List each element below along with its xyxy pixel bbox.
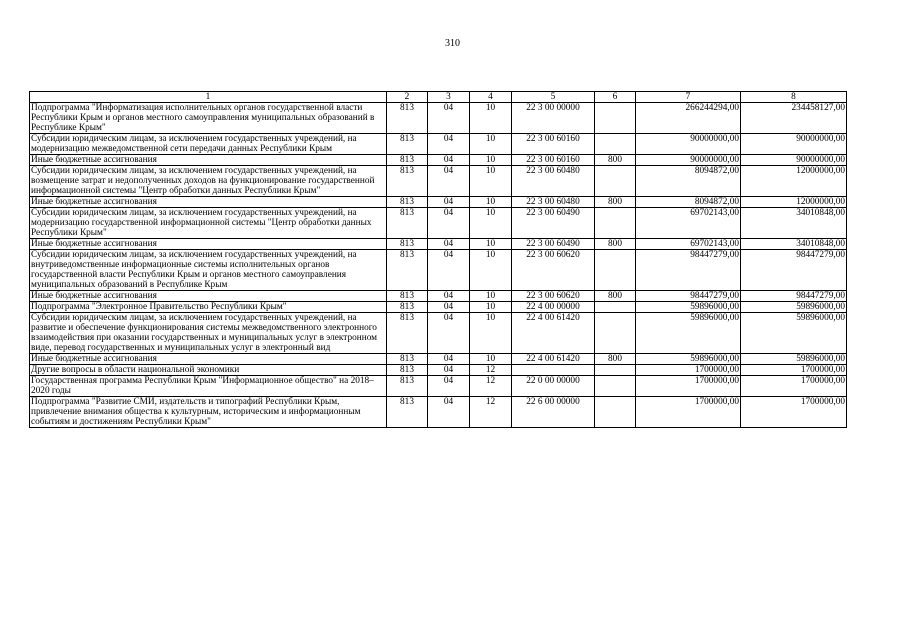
amount-cell: 8094872,00 (636, 166, 741, 197)
row-name-cell: Государственная программа Республики Крым "Информационное общество" на 2018–2020 годы (30, 376, 387, 397)
ministry-code-cell: 813 (387, 313, 428, 354)
amount-cell: 34010848,00 (741, 239, 847, 250)
ministry-code-cell: 813 (387, 397, 428, 428)
target-article-cell: 22 3 00 60160 (512, 134, 595, 155)
subsection-code-cell: 12 (470, 397, 512, 428)
subsection-code-cell: 12 (470, 365, 512, 376)
section-code-cell: 04 (428, 134, 470, 155)
expense-type-cell (595, 376, 636, 397)
subsection-code-cell: 10 (470, 208, 512, 239)
table-row (30, 354, 847, 365)
ministry-code-cell: 813 (387, 134, 428, 155)
expense-type-cell (595, 365, 636, 376)
target-article-cell: 22 3 00 60480 (512, 197, 595, 208)
column-header: 8 (741, 92, 847, 103)
target-article-cell: 22 0 00 00000 (512, 376, 595, 397)
column-header: 7 (636, 92, 741, 103)
target-article-cell: 22 4 00 61420 (512, 354, 595, 365)
section-code-cell: 04 (428, 376, 470, 397)
section-code-cell: 04 (428, 354, 470, 365)
table-row (30, 291, 847, 302)
subsection-code-cell: 10 (470, 166, 512, 197)
section-code-cell: 04 (428, 302, 470, 313)
ministry-code-cell: 813 (387, 365, 428, 376)
table-row (30, 365, 847, 376)
subsection-code-cell: 12 (470, 376, 512, 397)
row-name-cell: Подпрограмма "Электронное Правительство Республики Крым" (30, 302, 387, 313)
subsection-code-cell: 10 (470, 302, 512, 313)
table-row (30, 302, 847, 313)
ministry-code-cell: 813 (387, 302, 428, 313)
subsection-code-cell: 10 (470, 313, 512, 354)
ministry-code-cell: 813 (387, 376, 428, 397)
section-code-cell: 04 (428, 166, 470, 197)
ministry-code-cell: 813 (387, 155, 428, 166)
ministry-code-cell: 813 (387, 239, 428, 250)
table-row (30, 313, 847, 354)
ministry-code-cell: 813 (387, 250, 428, 291)
expense-type-cell (595, 134, 636, 155)
section-code-cell: 04 (428, 155, 470, 166)
ministry-code-cell: 813 (387, 291, 428, 302)
amount-cell: 90000000,00 (636, 155, 741, 166)
amount-cell: 1700000,00 (741, 365, 847, 376)
section-code-cell: 04 (428, 365, 470, 376)
table-body (30, 103, 847, 428)
amount-cell: 69702143,00 (636, 208, 741, 239)
section-code-cell: 04 (428, 291, 470, 302)
amount-cell: 8094872,00 (636, 197, 741, 208)
section-code-cell: 04 (428, 197, 470, 208)
target-article-cell: 22 4 00 00000 (512, 302, 595, 313)
ministry-code-cell: 813 (387, 166, 428, 197)
target-article-cell: 22 6 00 00000 (512, 397, 595, 428)
target-article-cell: 22 3 00 60620 (512, 291, 595, 302)
subsection-code-cell: 10 (470, 239, 512, 250)
table-row (30, 250, 847, 291)
table-row (30, 397, 847, 428)
target-article-cell: 22 3 00 60480 (512, 166, 595, 197)
row-name-cell: Иные бюджетные ассигнования (30, 239, 387, 250)
subsection-code-cell: 10 (470, 354, 512, 365)
page-number: 310 (445, 38, 460, 49)
amount-cell: 34010848,00 (741, 208, 847, 239)
expense-type-cell (595, 397, 636, 428)
row-name-cell: Иные бюджетные ассигнования (30, 197, 387, 208)
amount-cell: 90000000,00 (741, 155, 847, 166)
row-name-cell: Подпрограмма "Информатизация исполнительных органов государственной власти Республики Крым и органов местного самоуправления муниципальных образований в Республике Крым" (30, 103, 387, 134)
row-name-cell: Иные бюджетные ассигнования (30, 354, 387, 365)
amount-cell: 59896000,00 (636, 313, 741, 354)
column-header: 5 (512, 92, 595, 103)
amount-cell: 90000000,00 (741, 134, 847, 155)
table-row (30, 208, 847, 239)
ministry-code-cell: 813 (387, 103, 428, 134)
target-article-cell: 22 3 00 00000 (512, 103, 595, 134)
amount-cell: 59896000,00 (636, 354, 741, 365)
table-row (30, 376, 847, 397)
row-name-cell: Субсидии юридическим лицам, за исключением государственных учреждений, на внутриведомственные информационные системы исполнительных органов государственной власти Республики Крым и органов местного самоуправления муниципальных образований в Республике Крым (30, 250, 387, 291)
amount-cell: 1700000,00 (741, 376, 847, 397)
table-row (30, 197, 847, 208)
expense-type-cell: 800 (595, 155, 636, 166)
table-row (30, 103, 847, 134)
subsection-code-cell: 10 (470, 291, 512, 302)
row-name-cell: Подпрограмма "Развитие СМИ, издательств и типографий Республики Крым, привлечение внимания общества к культурным, историческим и информационным событиям и достижениям Республики Крым" (30, 397, 387, 428)
subsection-code-cell: 10 (470, 134, 512, 155)
column-header: 4 (470, 92, 512, 103)
expense-type-cell: 800 (595, 197, 636, 208)
amount-cell: 1700000,00 (741, 397, 847, 428)
amount-cell: 1700000,00 (636, 397, 741, 428)
amount-cell: 69702143,00 (636, 239, 741, 250)
subsection-code-cell: 10 (470, 103, 512, 134)
target-article-cell: 22 4 00 61420 (512, 313, 595, 354)
target-article-cell: 22 3 00 60490 (512, 239, 595, 250)
section-code-cell: 04 (428, 313, 470, 354)
amount-cell: 1700000,00 (636, 376, 741, 397)
ministry-code-cell: 813 (387, 354, 428, 365)
expense-type-cell: 800 (595, 291, 636, 302)
expense-type-cell (595, 313, 636, 354)
amount-cell: 98447279,00 (741, 250, 847, 291)
table-row (30, 155, 847, 166)
amount-cell: 59896000,00 (636, 302, 741, 313)
expense-type-cell: 800 (595, 354, 636, 365)
amount-cell: 1700000,00 (636, 365, 741, 376)
target-article-cell: 22 3 00 60620 (512, 250, 595, 291)
amount-cell: 12000000,00 (741, 197, 847, 208)
table-row (30, 239, 847, 250)
row-name-cell: Субсидии юридическим лицам, за исключением государственных учреждений, на развитие и обеспечение функционирования системы межведомственного электронного взаимодействия при оказании государственных и муниципальных услуг в электронном виде, перевод государственных и муниципальных услуг в электронный вид (30, 313, 387, 354)
amount-cell: 59896000,00 (741, 354, 847, 365)
section-code-cell: 04 (428, 239, 470, 250)
section-code-cell: 04 (428, 103, 470, 134)
expense-type-cell (595, 302, 636, 313)
amount-cell: 12000000,00 (741, 166, 847, 197)
amount-cell: 98447279,00 (636, 250, 741, 291)
table-header-row (30, 92, 847, 103)
column-header: 6 (595, 92, 636, 103)
row-name-cell: Иные бюджетные ассигнования (30, 291, 387, 302)
subsection-code-cell: 10 (470, 250, 512, 291)
amount-cell: 59896000,00 (741, 302, 847, 313)
section-code-cell: 04 (428, 208, 470, 239)
target-article-cell: 22 3 00 60490 (512, 208, 595, 239)
expense-type-cell (595, 250, 636, 291)
section-code-cell: 04 (428, 397, 470, 428)
subsection-code-cell: 10 (470, 197, 512, 208)
subsection-code-cell: 10 (470, 155, 512, 166)
expense-type-cell (595, 103, 636, 134)
amount-cell: 59896000,00 (741, 313, 847, 354)
row-name-cell: Иные бюджетные ассигнования (30, 155, 387, 166)
amount-cell: 234458127,00 (741, 103, 847, 134)
amount-cell: 98447279,00 (741, 291, 847, 302)
table-row (30, 166, 847, 197)
ministry-code-cell: 813 (387, 208, 428, 239)
column-header: 1 (30, 92, 387, 103)
amount-cell: 90000000,00 (636, 134, 741, 155)
column-header: 3 (428, 92, 470, 103)
column-header: 2 (387, 92, 428, 103)
section-code-cell: 04 (428, 250, 470, 291)
table-row (30, 134, 847, 155)
expense-type-cell: 800 (595, 239, 636, 250)
row-name-cell: Субсидии юридическим лицам, за исключением государственных учреждений, на модернизацию межведомственной сети передачи данных Республики Крым (30, 134, 387, 155)
target-article-cell (512, 365, 595, 376)
row-name-cell: Другие вопросы в области национальной экономики (30, 365, 387, 376)
row-name-cell: Субсидии юридическим лицам, за исключением государственных учреждений, на возмещение затрат и недополученных доходов на функционирование государственной информационной системы "Центр обработки данных Республики Крым" (30, 166, 387, 197)
expense-type-cell (595, 166, 636, 197)
expense-type-cell (595, 208, 636, 239)
row-name-cell: Субсидии юридическим лицам, за исключением государственных учреждений, на модернизацию государственной информационной системы "Центр обработки данных Республики Крым" (30, 208, 387, 239)
target-article-cell: 22 3 00 60160 (512, 155, 595, 166)
ministry-code-cell: 813 (387, 197, 428, 208)
budget-table (29, 91, 847, 428)
amount-cell: 98447279,00 (636, 291, 741, 302)
amount-cell: 266244294,00 (636, 103, 741, 134)
